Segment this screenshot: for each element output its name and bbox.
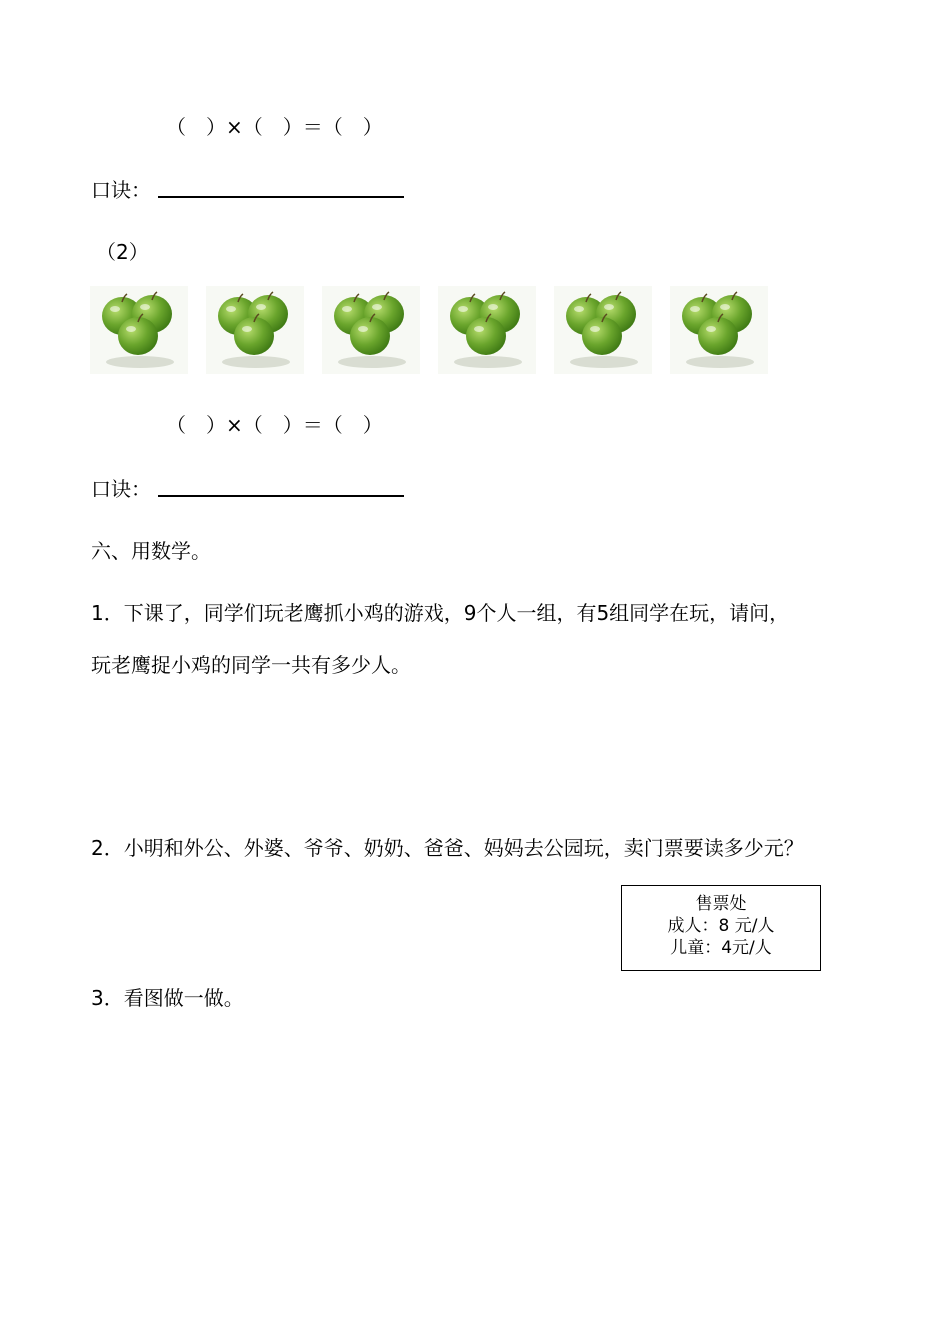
- apple-shadow: [222, 356, 290, 368]
- apple-shadow: [686, 356, 754, 368]
- problem-1-line-2: 玩老鹰捉小鸡的同学一共有多少人。: [91, 653, 411, 677]
- equation-2: （ ）×（ ）＝（ ）: [166, 413, 383, 437]
- apple: [698, 317, 738, 355]
- apple-highlight: [126, 326, 136, 332]
- apple-group-svg: [322, 286, 420, 374]
- apple-highlight: [706, 326, 716, 332]
- apple: [118, 317, 158, 355]
- ticket-office-box: [621, 885, 821, 971]
- apple: [466, 317, 506, 355]
- problem-3: 3．看图做一做。: [91, 986, 244, 1010]
- apple-groups: [90, 286, 786, 374]
- apple-highlight: [690, 306, 700, 312]
- koujue-answer-line-2[interactable]: [158, 495, 404, 497]
- apple-group: [554, 286, 652, 374]
- apple-highlight: [720, 304, 730, 310]
- apple-highlight: [458, 306, 468, 312]
- apple-highlight: [574, 306, 584, 312]
- apple-group: [438, 286, 536, 374]
- apple-highlight: [590, 326, 600, 332]
- apple-highlight: [140, 304, 150, 310]
- apple-group: [206, 286, 304, 374]
- apple-highlight: [110, 306, 120, 312]
- apple-shadow: [106, 356, 174, 368]
- apple-highlight: [242, 326, 252, 332]
- koujue-label-1: 口诀：: [91, 178, 151, 202]
- problem-2: 2．小明和外公、外婆、爷爷、奶奶、爸爸、妈妈去公园玩，卖门票要读多少元？: [91, 836, 804, 860]
- apple-shadow: [338, 356, 406, 368]
- koujue-answer-line-1[interactable]: [158, 196, 404, 198]
- apple-group: [670, 286, 768, 374]
- question-2-label: （2）: [96, 240, 149, 264]
- apple-highlight: [372, 304, 382, 310]
- apple-group-svg: [670, 286, 768, 374]
- apple: [350, 317, 390, 355]
- apple-group-svg: [554, 286, 652, 374]
- apple-highlight: [358, 326, 368, 332]
- ticket-child-price: 儿童：4元/人: [670, 938, 772, 958]
- apple-highlight: [342, 306, 352, 312]
- apple: [234, 317, 274, 355]
- koujue-label-2: 口诀：: [91, 477, 151, 501]
- apple-group-svg: [438, 286, 536, 374]
- apple: [582, 317, 622, 355]
- apple-group-svg: [206, 286, 304, 374]
- apple-shadow: [570, 356, 638, 368]
- apple-highlight: [474, 326, 484, 332]
- apple-group: [322, 286, 420, 374]
- apple-shadow: [454, 356, 522, 368]
- ticket-office-title: 售票处: [695, 894, 747, 914]
- apple-highlight: [256, 304, 266, 310]
- ticket-adult-price: 成人：8 元/人: [667, 916, 775, 936]
- section-6-title: 六、用数学。: [91, 539, 211, 563]
- problem-1-line-1: 1．下课了，同学们玩老鹰抓小鸡的游戏，9个人一组，有5组同学在玩，请问，: [91, 601, 790, 625]
- apple-group-svg: [90, 286, 188, 374]
- apple-group: [90, 286, 188, 374]
- apple-highlight: [488, 304, 498, 310]
- apple-highlight: [604, 304, 614, 310]
- apple-highlight: [226, 306, 236, 312]
- equation-1: （ ）×（ ）＝（ ）: [166, 115, 383, 139]
